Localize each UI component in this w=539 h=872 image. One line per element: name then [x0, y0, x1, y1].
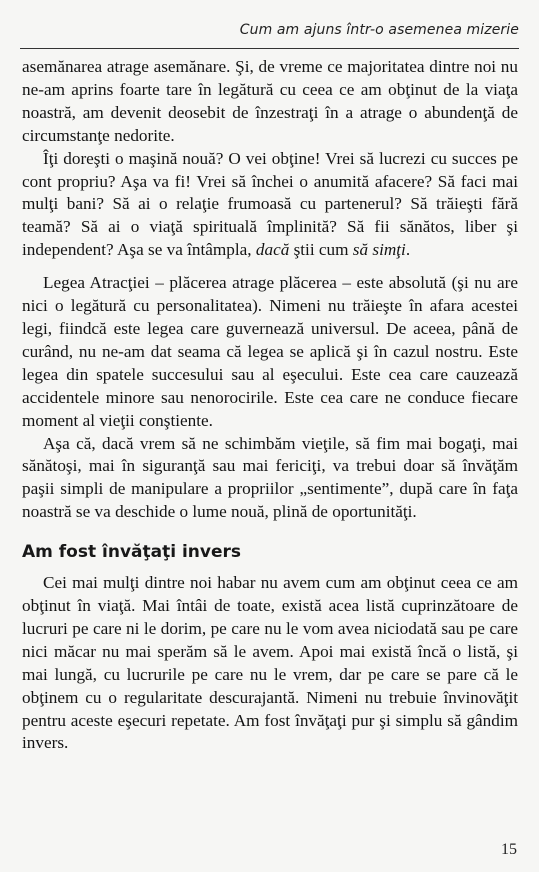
section-heading: Am fost învăţaţi invers — [22, 542, 242, 563]
paragraph-3: Legea Atracţiei – plăcerea atrage plăcerea – este absolută (şi nu are nici o legătură cu personalitatea). Nimeni nu trăieşte în afara acestei legi, fiindcă este legea care guvernează universul. De aceea, până de curând, nu ne-am dat seama că legea se aplică şi în cazul nostru. Este legea din spatele succesului sau al eşecului. Este cea care cauzează accidentele minore sau nenorocirile. Este cea care ne conduce fiecare moment al vieţii conştiente. — [22, 273, 518, 430]
paragraph-1: asemănarea atrage asemănare. Şi, de vreme ce majoritatea dintre noi nu ne-am aprins foarte tare în legătură cu ceea ce am obţinut de la viaţa noastră, am devenit deosebit de înzestraţi în a atrage o abundenţă de circumstanţe nedorite. — [22, 57, 518, 145]
page-number: 15 — [501, 841, 517, 858]
paragraph-2-mid: ştii cum — [289, 240, 353, 260]
running-title: Cum am ajuns într-o asemenea mizerie — [239, 22, 519, 38]
emphasis-sa-simti: să simţi — [352, 240, 406, 260]
emphasis-daca: dacă — [255, 240, 290, 260]
header-rule — [20, 48, 519, 49]
paragraph-2-end: . — [405, 240, 411, 260]
body-text — [22, 56, 518, 755]
paragraph-5: Cei mai mulţi dintre noi habar nu avem cum am obţinut ceea ce am obţinut în viaţă. Mai întâi de toate, există acea listă cuprinzătoare de lucruri pe care ni le dorim, pe care nu le vom avea niciodată sau pe care nici măcar nu mai sperăm să le avem. Apoi mai există încă o listă, şi mai lungă, cu lucrurile pe care nu le vrem, dar pe care se pare că le obţinem cu o regularitate descurajantă. Nimeni nu trebuie învinovăţit pentru aceste eşecuri repetate. Am fost învăţaţi pur şi simplu să gândim invers. — [22, 573, 518, 753]
paragraph-4: Aşa că, dacă vrem să ne schimbăm vieţile, să fim mai bogaţi, mai sănătoşi, mai în siguranţă sau mai fericiţi, va trebui doar să învăţăm paşii simpli de manipulare a propriilor „sentimente”, după care în faţa noastră se va deschide o lume nouă, plină de oportunităţi. — [22, 433, 518, 522]
running-header — [20, 14, 519, 50]
paragraph-2-text: Îţi doreşti o maşină nouă? O vei obţine! Vrei să lucrezi cu succes pe cont propriu? Aşa va fi! Vrei să închei o anumită afacere? Să faci mai mulţi bani? Să ai o relaţie frumoasă cu partenerul? Să trăieşti fără teamă? Să ai o viaţă spirituală împlinită? Să fii sănătos, liber şi independent? Aşa se va întâmpla, — [22, 148, 518, 260]
paragraph-2 — [22, 148, 518, 263]
